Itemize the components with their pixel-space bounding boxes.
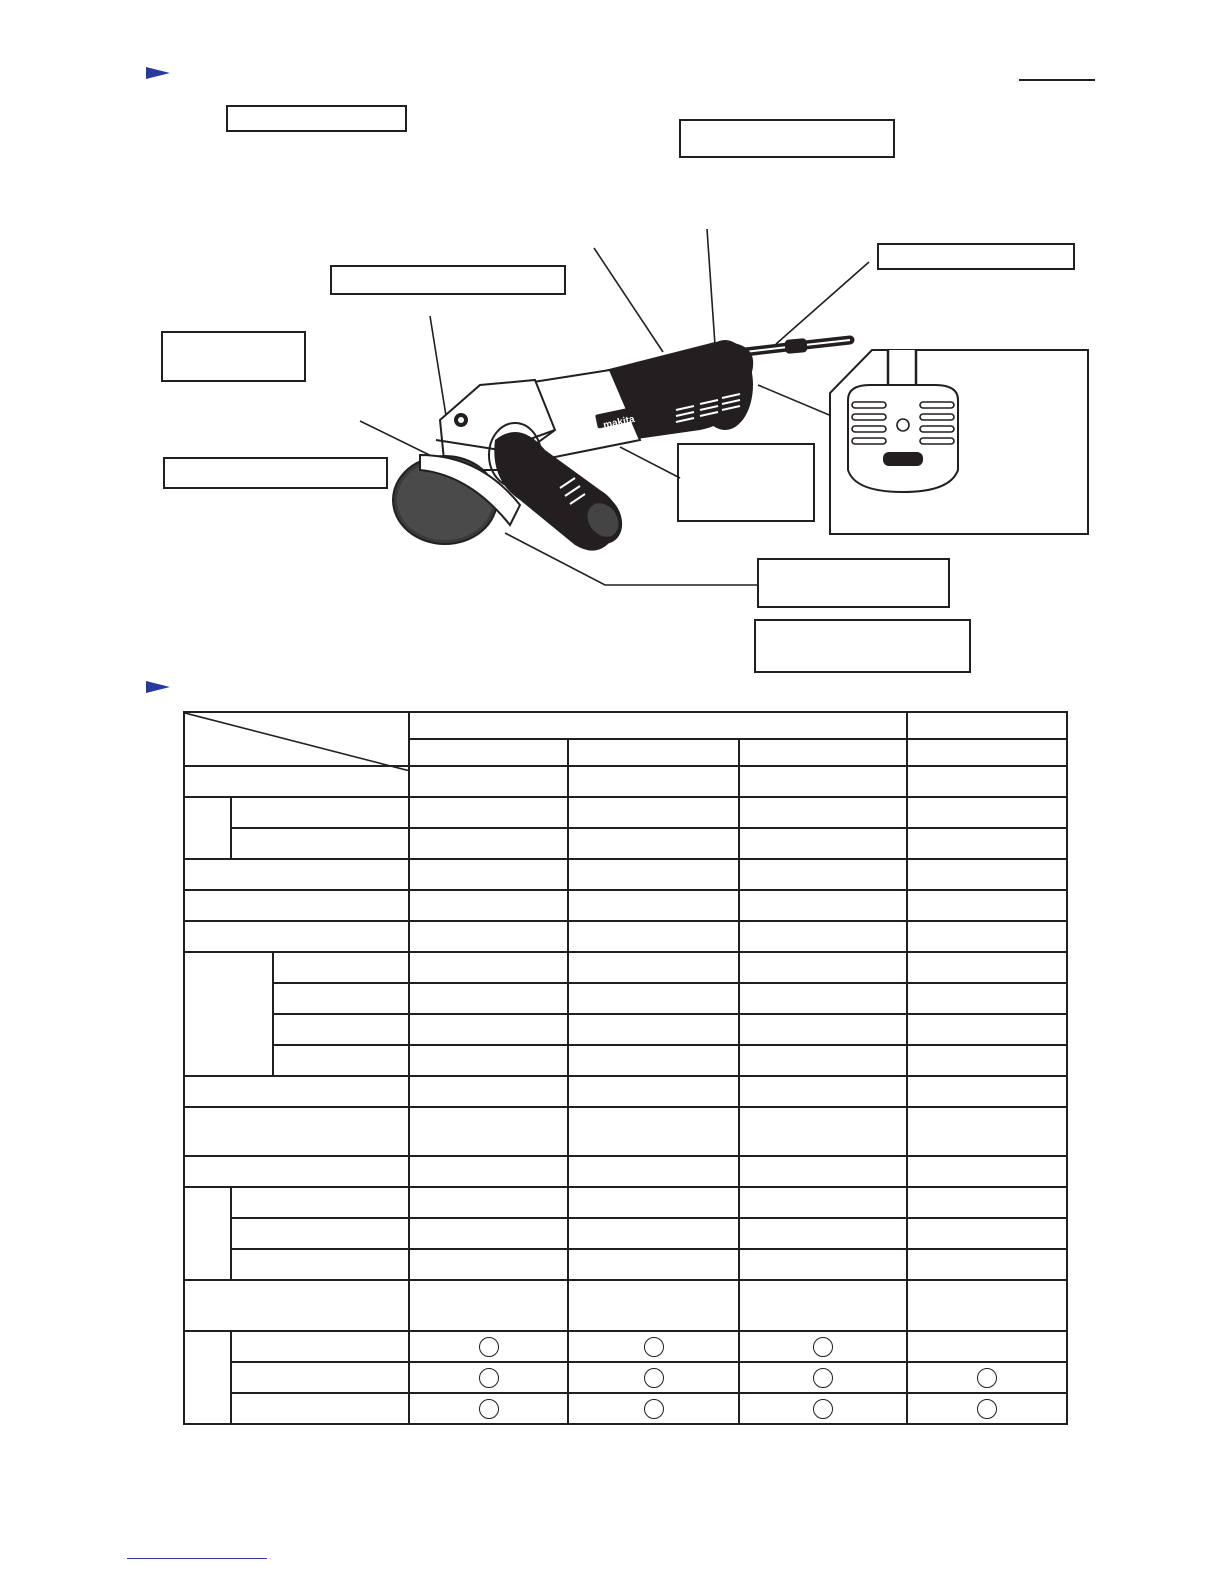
- table-row: [184, 1249, 1067, 1280]
- availability-cell: [907, 1362, 1067, 1393]
- availability-cell: [409, 1362, 568, 1393]
- table-header-group: [409, 712, 907, 739]
- table-header-cell: [739, 739, 907, 766]
- table-row: [184, 1218, 1067, 1249]
- availability-circle-icon: [644, 1368, 664, 1388]
- row-label: [231, 828, 409, 859]
- row-label: [184, 890, 409, 921]
- row-label: [273, 1014, 409, 1045]
- availability-cell: [409, 1331, 568, 1362]
- row-label: [273, 1045, 409, 1076]
- row-label: [273, 983, 409, 1014]
- availability-cell: [907, 1393, 1067, 1424]
- availability-circle-icon: [644, 1337, 664, 1357]
- specification-table: [183, 711, 1068, 1425]
- table-row: [184, 859, 1067, 890]
- table-corner-cell: [184, 712, 409, 766]
- row-group-label: [184, 1187, 231, 1280]
- row-group-label: [184, 1331, 231, 1424]
- table-header-group: [907, 712, 1067, 739]
- table-row: [184, 1156, 1067, 1187]
- table-row: [184, 828, 1067, 859]
- table-header-cell: [907, 739, 1067, 766]
- table-header-cell: [568, 739, 739, 766]
- availability-cell: [568, 1331, 739, 1362]
- availability-circle-icon: [977, 1399, 997, 1419]
- table-row: [184, 1187, 1067, 1218]
- table-row: [184, 1045, 1067, 1076]
- row-label: [184, 859, 409, 890]
- row-label: [184, 921, 409, 952]
- availability-cell: [739, 1393, 907, 1424]
- makita-logo: makita: [602, 413, 636, 432]
- row-label: [231, 797, 409, 828]
- availability-cell: [409, 1393, 568, 1424]
- row-label: [231, 1362, 409, 1393]
- availability-cell: [739, 1362, 907, 1393]
- availability-cell: [907, 1331, 1067, 1362]
- table-header-cell: [409, 739, 568, 766]
- table-row: [184, 1076, 1067, 1107]
- availability-circle-icon: [813, 1399, 833, 1419]
- table-header-row: [184, 712, 1067, 739]
- row-label: [184, 1156, 409, 1187]
- table-row: [184, 1280, 1067, 1331]
- row-label: [231, 1249, 409, 1280]
- table-row: [184, 797, 1067, 828]
- table-row: [184, 1331, 1067, 1362]
- row-label: [231, 1331, 409, 1362]
- table-row: [184, 983, 1067, 1014]
- availability-cell: [739, 1331, 907, 1362]
- footer-link-rule: [127, 1558, 267, 1559]
- row-label: [184, 1280, 409, 1331]
- availability-circle-icon: [977, 1368, 997, 1388]
- availability-circle-icon: [644, 1399, 664, 1419]
- table-row: [184, 952, 1067, 983]
- row-group-label: [184, 952, 273, 1076]
- availability-circle-icon: [479, 1368, 499, 1388]
- availability-circle-icon: [813, 1368, 833, 1388]
- availability-cell: [568, 1362, 739, 1393]
- row-label: [231, 1218, 409, 1249]
- row-label: [231, 1393, 409, 1424]
- row-group-label: [184, 797, 231, 859]
- availability-cell: [568, 1393, 739, 1424]
- table-row: [184, 1362, 1067, 1393]
- table-row: [184, 1014, 1067, 1045]
- row-label: [184, 1107, 409, 1156]
- row-label: [273, 952, 409, 983]
- row-label: [231, 1187, 409, 1218]
- table-row: [184, 1107, 1067, 1156]
- table-row: [184, 1393, 1067, 1424]
- availability-circle-icon: [479, 1337, 499, 1357]
- table-row: [184, 890, 1067, 921]
- availability-circle-icon: [479, 1399, 499, 1419]
- table-row: [184, 921, 1067, 952]
- row-label: [184, 1076, 409, 1107]
- angle-grinder-illustration: [0, 0, 1224, 700]
- availability-circle-icon: [813, 1337, 833, 1357]
